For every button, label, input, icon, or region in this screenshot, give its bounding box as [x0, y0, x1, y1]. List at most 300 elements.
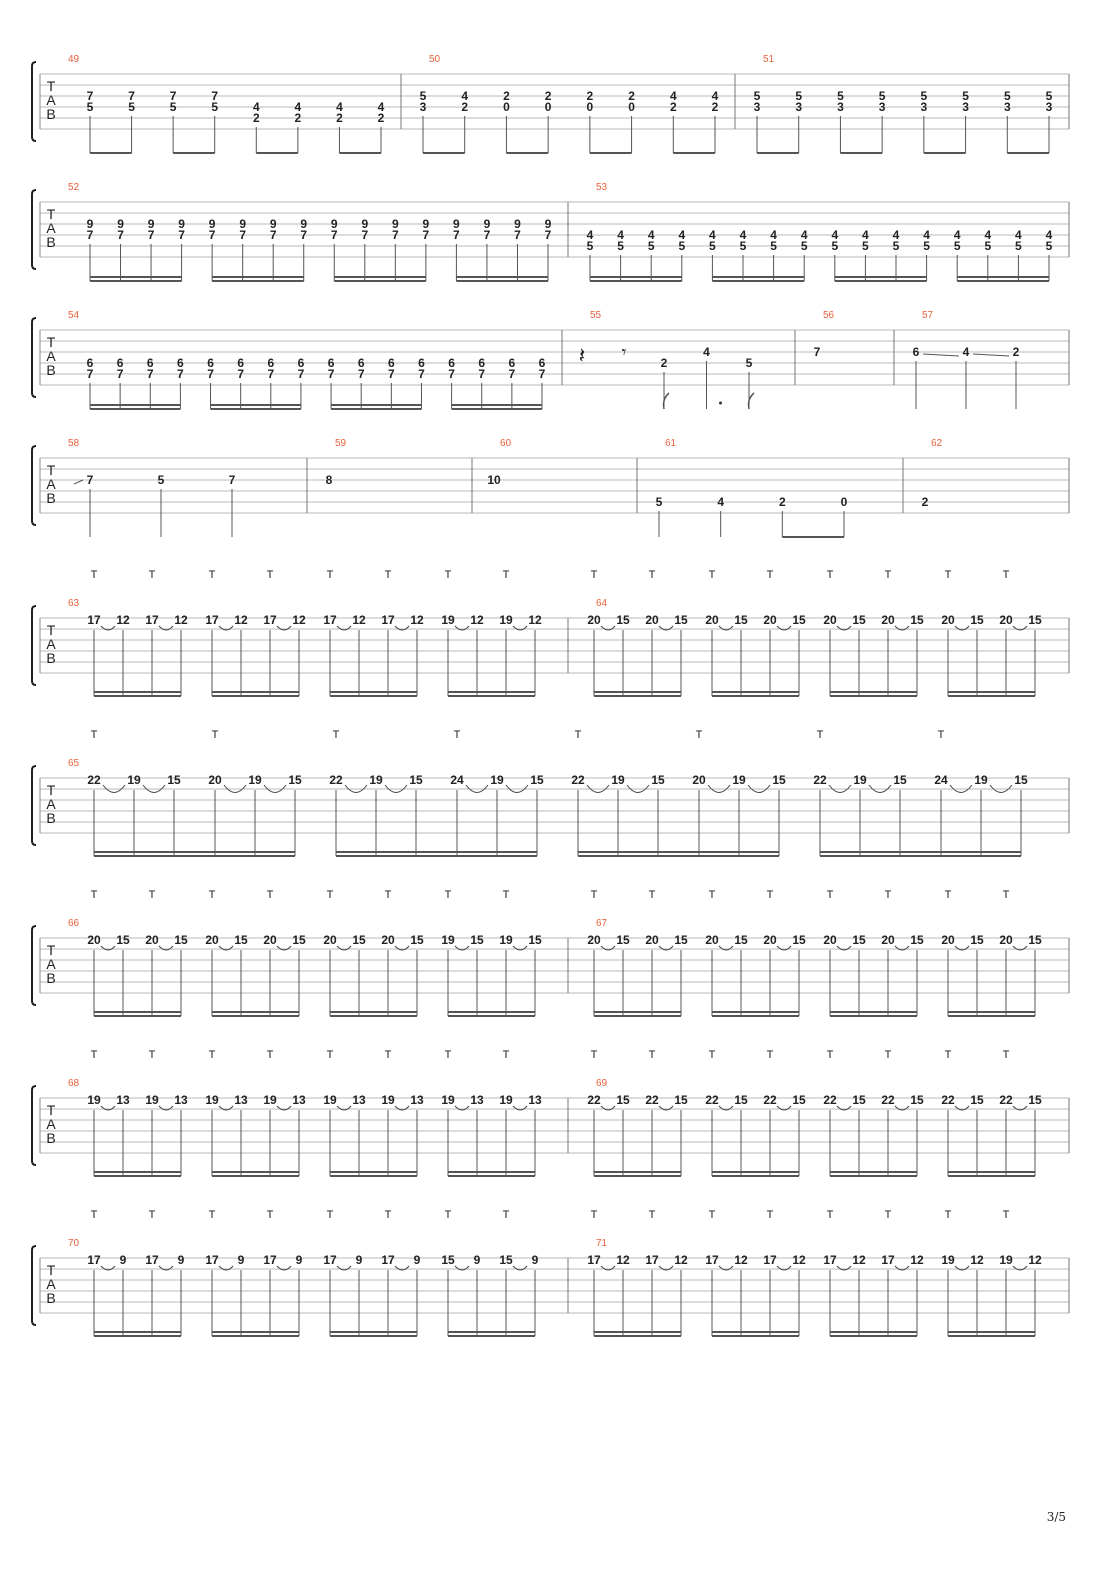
fret-number: 7 — [514, 228, 521, 242]
tap-marker: T — [648, 889, 656, 901]
tap-marker: T — [444, 889, 452, 901]
tab-clef-letter: T — [46, 622, 56, 638]
fret-number: 6 — [267, 356, 275, 370]
tap-marker: T — [708, 1049, 716, 1061]
fret-number: 7 — [357, 367, 365, 381]
fret-number: 2 — [586, 89, 594, 103]
fret-number: 7 — [813, 345, 821, 359]
fret-number: 9 — [178, 217, 185, 231]
fret-number: 12 — [734, 1253, 748, 1267]
tab-clef-letter: B — [46, 810, 56, 826]
fret-number: 15 — [441, 1253, 455, 1267]
fret-number: 12 — [910, 1253, 924, 1267]
fret-number: 3 — [419, 100, 427, 114]
fret-number: 9 — [269, 217, 277, 231]
fret-number: 17 — [323, 613, 337, 627]
fret-number: 2 — [711, 100, 719, 114]
fret-number: 15 — [1028, 613, 1042, 627]
fret-number: 15 — [852, 933, 866, 947]
tap-marker: T — [944, 1049, 952, 1061]
fret-number: 12 — [410, 613, 424, 627]
fret-number: 7 — [128, 89, 135, 103]
fret-number: 9 — [453, 217, 460, 231]
fret-number: 6 — [418, 356, 425, 370]
dot — [719, 402, 722, 405]
measure-number: 69 — [596, 1078, 608, 1089]
fret-number: 20 — [705, 613, 719, 627]
fret-number: 12 — [616, 1253, 630, 1267]
fret-number: 17 — [87, 613, 101, 627]
fret-number: 15 — [970, 933, 984, 947]
fret-number: 17 — [381, 613, 395, 627]
fret-number: 22 — [645, 1093, 659, 1107]
fret-number: 20 — [263, 933, 277, 947]
tap-marker: T — [816, 729, 824, 741]
fret-number: 5 — [800, 239, 808, 253]
fret-number: 3 — [878, 100, 886, 114]
fret-number: 6 — [116, 356, 124, 370]
tap-marker: T — [766, 1049, 774, 1061]
fret-number: 19 — [499, 613, 513, 627]
fret-number: 9 — [361, 217, 369, 231]
fret-number: 15 — [792, 933, 806, 947]
tap-marker: T — [826, 1049, 834, 1061]
slide-in-line — [74, 480, 83, 484]
fret-number: 2 — [921, 495, 929, 509]
fret-number: 4 — [252, 100, 260, 114]
fret-number: 19 — [441, 933, 455, 947]
fret-number: 22 — [705, 1093, 719, 1107]
fret-number: 5 — [739, 239, 747, 253]
tap-marker: T — [90, 729, 98, 741]
fret-number: 5 — [655, 495, 663, 509]
fret-number: 3 — [837, 100, 844, 114]
tab-clef-letter: B — [46, 490, 56, 506]
fret-number: 3 — [962, 100, 969, 114]
tap-marker: T — [766, 889, 774, 901]
tap-marker: T — [502, 569, 510, 581]
tap-marker: T — [826, 889, 834, 901]
fret-number: 22 — [587, 1093, 601, 1107]
fret-number: 19 — [853, 773, 867, 787]
fret-number: 9 — [422, 217, 430, 231]
fret-number: 22 — [571, 773, 585, 787]
fret-number: 7 — [330, 228, 338, 242]
fret-number: 15 — [792, 613, 806, 627]
fret-number: 7 — [267, 367, 275, 381]
fret-number: 12 — [352, 613, 366, 627]
fret-number: 15 — [234, 933, 248, 947]
tap-marker: T — [502, 1209, 510, 1221]
fret-number: 19 — [490, 773, 504, 787]
fret-number: 7 — [116, 367, 124, 381]
fret-number: 19 — [999, 1253, 1013, 1267]
fret-number: 4 — [1015, 228, 1022, 242]
tap-marker: T — [708, 569, 716, 581]
tap-marker: T — [766, 1209, 774, 1221]
fret-number: 15 — [616, 613, 630, 627]
tab-clef-letter: A — [46, 476, 56, 492]
fret-number: 7 — [207, 367, 214, 381]
system-bracket — [32, 606, 36, 685]
fret-number: 10 — [487, 473, 501, 487]
fret-number: 17 — [87, 1253, 101, 1267]
fret-number: 15 — [852, 1093, 866, 1107]
fret-number: 2 — [252, 111, 260, 125]
tap-marker: T — [708, 889, 716, 901]
tab-clef-letter: A — [46, 636, 56, 652]
fret-number: 22 — [763, 1093, 777, 1107]
fret-number: 19 — [145, 1093, 159, 1107]
fret-number: 22 — [813, 773, 827, 787]
fret-number: 20 — [941, 613, 955, 627]
fret-number: 6 — [478, 356, 486, 370]
fret-number: 7 — [146, 367, 154, 381]
fret-number: 9 — [514, 217, 521, 231]
tap-marker: T — [266, 889, 274, 901]
fret-number: 7 — [453, 228, 460, 242]
tap-marker: T — [1002, 569, 1010, 581]
fret-number: 17 — [381, 1253, 395, 1267]
fret-number: 22 — [881, 1093, 895, 1107]
fret-number: 17 — [705, 1253, 719, 1267]
fret-number: 4 — [1045, 228, 1053, 242]
fret-number: 15 — [499, 1253, 513, 1267]
system-bracket — [32, 1086, 36, 1165]
fret-number: 5 — [1003, 89, 1011, 103]
fret-number: 17 — [263, 613, 277, 627]
tap-marker: T — [826, 569, 834, 581]
fret-number: 19 — [369, 773, 383, 787]
fret-number: 15 — [970, 1093, 984, 1107]
fret-number: 20 — [587, 613, 601, 627]
tap-marker: T — [384, 569, 392, 581]
fret-number: 9 — [391, 217, 399, 231]
fret-number: 7 — [538, 367, 546, 381]
fret-number: 15 — [410, 933, 424, 947]
tab-clef-letter: B — [46, 106, 56, 122]
measure-number: 58 — [68, 438, 80, 449]
fret-number: 2 — [377, 111, 385, 125]
fret-number: 7 — [177, 367, 184, 381]
tap-marker: T — [90, 889, 98, 901]
tap-marker: T — [208, 1049, 216, 1061]
fret-number: 5 — [862, 239, 869, 253]
fret-number: 13 — [528, 1093, 542, 1107]
fret-number: 19 — [732, 773, 746, 787]
fret-number: 22 — [999, 1093, 1013, 1107]
tap-marker: T — [444, 1049, 452, 1061]
fret-number: 13 — [410, 1093, 424, 1107]
fret-number: 20 — [323, 933, 337, 947]
fret-number: 15 — [528, 933, 542, 947]
measure-number: 65 — [68, 758, 80, 769]
fret-number: 7 — [169, 89, 177, 103]
fret-number: 9 — [239, 217, 247, 231]
fret-number: 2 — [503, 89, 510, 103]
fret-number: 12 — [528, 613, 542, 627]
fret-number: 4 — [800, 228, 808, 242]
tap-marker: T — [766, 569, 774, 581]
fret-number: 20 — [999, 933, 1013, 947]
fret-number: 5 — [211, 100, 219, 114]
tap-marker: T — [326, 569, 334, 581]
measure-number: 70 — [68, 1238, 80, 1249]
measure-number: 64 — [596, 598, 608, 609]
tap-marker: T — [326, 889, 334, 901]
system-bracket — [32, 766, 36, 845]
fret-number: 0 — [586, 100, 594, 114]
tap-marker: T — [826, 1209, 834, 1221]
fret-number: 17 — [145, 1253, 159, 1267]
fret-number: 6 — [357, 356, 365, 370]
tap-marker: T — [590, 889, 598, 901]
fret-number: 22 — [823, 1093, 837, 1107]
fret-number: 4 — [461, 89, 469, 103]
fret-number: 8 — [325, 473, 333, 487]
tab-clef-letter: T — [46, 942, 56, 958]
fret-number: 15 — [616, 1093, 630, 1107]
fret-number: 15 — [674, 613, 688, 627]
tap-marker: T — [944, 889, 952, 901]
fret-number: 4 — [709, 228, 716, 242]
fret-number: 19 — [499, 933, 513, 947]
fret-number: 4 — [294, 100, 302, 114]
fret-number: 5 — [1045, 239, 1053, 253]
system-bracket — [32, 318, 36, 397]
fret-number: 20 — [823, 613, 837, 627]
fret-number: 9 — [355, 1253, 363, 1267]
fret-number: 2 — [294, 111, 302, 125]
fret-number: 20 — [87, 933, 101, 947]
tab-clef-letter: A — [46, 348, 56, 364]
tap-marker: T — [1002, 1209, 1010, 1221]
tap-marker: T — [648, 1209, 656, 1221]
tab-clef-letter: A — [46, 220, 56, 236]
fret-number: 3 — [920, 100, 928, 114]
fret-number: 5 — [770, 239, 777, 253]
fret-number: 5 — [984, 239, 992, 253]
fret-number: 2 — [660, 356, 668, 370]
fret-number: 6 — [146, 356, 154, 370]
fret-number: 9 — [295, 1253, 303, 1267]
fret-number: 5 — [419, 89, 427, 103]
fret-number: 20 — [941, 933, 955, 947]
tap-marker: T — [208, 889, 216, 901]
tap-marker: T — [590, 1209, 598, 1221]
fret-number: 7 — [327, 367, 335, 381]
fret-number: 15 — [910, 933, 924, 947]
fret-number: 6 — [327, 356, 335, 370]
fret-number: 2 — [336, 111, 343, 125]
fret-number: 13 — [292, 1093, 306, 1107]
fret-number: 5 — [837, 89, 844, 103]
fret-number: 7 — [211, 89, 219, 103]
fret-number: 20 — [881, 613, 895, 627]
fret-number: 19 — [441, 1093, 455, 1107]
slide-line — [973, 354, 1009, 356]
fret-number: 15 — [893, 773, 907, 787]
fret-number: 5 — [878, 89, 886, 103]
fret-number: 15 — [470, 933, 484, 947]
fret-number: 7 — [237, 367, 245, 381]
fret-number: 2 — [461, 100, 469, 114]
fret-number: 7 — [86, 228, 94, 242]
fret-number: 15 — [530, 773, 544, 787]
fret-number: 6 — [237, 356, 245, 370]
fret-number: 4 — [892, 228, 900, 242]
fret-number: 9 — [531, 1253, 539, 1267]
fret-number: 20 — [763, 933, 777, 947]
tab-clef-letter: B — [46, 1130, 56, 1146]
fret-number: 5 — [586, 239, 594, 253]
fret-number: 19 — [974, 773, 988, 787]
fret-number: 7 — [508, 367, 516, 381]
tap-marker: T — [384, 1209, 392, 1221]
tap-marker: T — [208, 1209, 216, 1221]
fret-number: 17 — [763, 1253, 777, 1267]
measure-number: 60 — [500, 438, 512, 449]
fret-number: 6 — [297, 356, 305, 370]
fret-number: 15 — [651, 773, 665, 787]
fret-number: 9 — [86, 217, 94, 231]
fret-number: 5 — [86, 100, 94, 114]
tap-marker: T — [90, 1049, 98, 1061]
fret-number: 20 — [881, 933, 895, 947]
fret-number: 7 — [269, 228, 277, 242]
system-bracket — [32, 926, 36, 1005]
measure-number: 51 — [763, 54, 775, 65]
fret-number: 13 — [352, 1093, 366, 1107]
fret-number: 20 — [145, 933, 159, 947]
fret-number: 9 — [177, 1253, 185, 1267]
fret-number: 20 — [587, 933, 601, 947]
fret-number: 19 — [611, 773, 625, 787]
fret-number: 22 — [941, 1093, 955, 1107]
fret-number: 7 — [391, 228, 399, 242]
tap-marker: T — [266, 1049, 274, 1061]
tap-marker: T — [708, 1209, 716, 1221]
measure-number: 67 — [596, 918, 608, 929]
fret-number: 17 — [145, 613, 159, 627]
tap-marker: T — [384, 1049, 392, 1061]
tap-marker: T — [590, 569, 598, 581]
fret-number: 24 — [934, 773, 948, 787]
measure-number: 54 — [68, 310, 80, 321]
fret-number: 5 — [128, 100, 135, 114]
fret-number: 5 — [753, 89, 761, 103]
page-number: 3/5 — [1046, 1510, 1066, 1524]
fret-number: 7 — [300, 228, 308, 242]
fret-number: 20 — [692, 773, 706, 787]
measure-number: 49 — [68, 54, 80, 65]
tab-clef-letter: B — [46, 1290, 56, 1306]
fret-number: 17 — [823, 1253, 837, 1267]
fret-number: 15 — [116, 933, 130, 947]
fret-number: 5 — [678, 239, 686, 253]
fret-number: 5 — [157, 473, 165, 487]
fret-number: 5 — [892, 239, 900, 253]
tap-marker: T — [332, 729, 340, 741]
fret-number: 4 — [703, 345, 710, 359]
fret-number: 7 — [418, 367, 425, 381]
measure-number: 52 — [68, 182, 80, 193]
fret-number: 19 — [263, 1093, 277, 1107]
tap-marker: T — [266, 569, 274, 581]
measure-number: 61 — [665, 438, 677, 449]
fret-number: 13 — [234, 1093, 248, 1107]
fret-number: 7 — [422, 228, 430, 242]
fret-number: 15 — [970, 613, 984, 627]
fret-number: 20 — [823, 933, 837, 947]
fret-number: 4 — [962, 345, 970, 359]
tap-marker: T — [148, 1209, 156, 1221]
fret-number: 7 — [478, 367, 486, 381]
fret-number: 5 — [1045, 89, 1053, 103]
fret-number: 12 — [470, 613, 484, 627]
tap-marker: T — [944, 1209, 952, 1221]
fret-number: 6 — [177, 356, 184, 370]
fret-number: 5 — [617, 239, 624, 253]
fret-number: 3 — [1003, 100, 1011, 114]
fret-number: 15 — [292, 933, 306, 947]
measure-number: 62 — [931, 438, 943, 449]
fret-number: 5 — [962, 89, 969, 103]
fret-number: 5 — [831, 239, 839, 253]
fret-number: 19 — [941, 1253, 955, 1267]
fret-number: 5 — [923, 239, 930, 253]
fret-number: 7 — [147, 228, 155, 242]
fret-number: 15 — [772, 773, 786, 787]
fret-number: 20 — [381, 933, 395, 947]
tab-clef-letter: T — [46, 206, 56, 222]
fret-number: 5 — [1015, 239, 1022, 253]
fret-number: 7 — [448, 367, 455, 381]
fret-number: 6 — [912, 345, 920, 359]
fret-number: 6 — [538, 356, 546, 370]
system-bracket — [32, 190, 36, 269]
tap-marker: T — [648, 569, 656, 581]
fret-number: 19 — [87, 1093, 101, 1107]
fret-number: 5 — [745, 356, 753, 370]
tap-marker: T — [384, 889, 392, 901]
fret-number: 2 — [544, 89, 552, 103]
fret-number: 9 — [483, 217, 491, 231]
fret-number: 4 — [717, 495, 725, 509]
tap-marker: T — [148, 1049, 156, 1061]
fret-number: 12 — [674, 1253, 688, 1267]
fret-number: 20 — [645, 613, 659, 627]
fret-number: 9 — [330, 217, 338, 231]
tap-marker: T — [1002, 1049, 1010, 1061]
fret-number: 5 — [169, 100, 177, 114]
fret-number: 6 — [86, 356, 94, 370]
tap-marker: T — [453, 729, 461, 741]
measure-number: 66 — [68, 918, 80, 929]
tab-clef-letter: B — [46, 970, 56, 986]
fret-number: 12 — [174, 613, 188, 627]
fret-number: 9 — [119, 1253, 127, 1267]
fret-number: 0 — [840, 495, 848, 509]
fret-number: 2 — [628, 89, 635, 103]
fret-number: 9 — [208, 217, 216, 231]
fret-number: 12 — [792, 1253, 806, 1267]
tab-clef-letter: T — [46, 78, 56, 94]
fret-number: 15 — [1028, 1093, 1042, 1107]
tab-clef-letter: A — [46, 1276, 56, 1292]
fret-number: 17 — [323, 1253, 337, 1267]
fret-number: 15 — [1028, 933, 1042, 947]
